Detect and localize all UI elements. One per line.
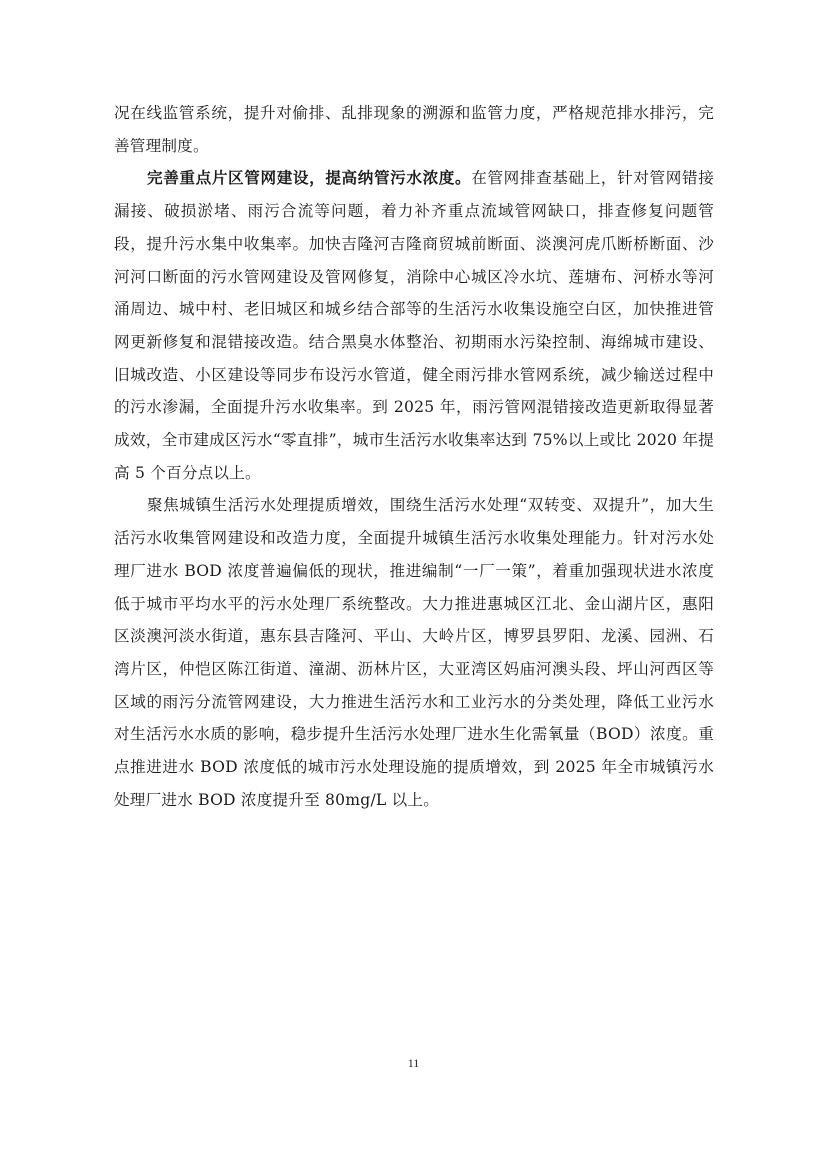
paragraph-text: 在管网排查基础上，针对管网错接漏接、破损淤堵、雨污合流等问题，着力补齐重点流域管网缺口，排查修复问题管段，提升污水集中收集率。加快吉隆河吉隆商贸城前断面、淡澳河虎爪断桥断面、沙河河口断面的污水管网建设及管网修复，消除中心城区冷水坑、莲塘布、河桥水等河涌周边、城中村、老旧城区和城乡结合部等的生活污水收集设施空白区，加快推进管网更新修复和混错接改造。结合黑臭水体整治、初期雨水污染控制、海绵城市建设、旧城改造、小区建设等同步布设污水管道，健全雨污排水管网系统，减少输送过程中的污水渗漏，全面提升污水收集率。到 2025 年，雨污管网混错接改造更新取得显著成效，全市建成区污水“零直排”，城市生活污水收集率达到 75%以上或比 2020 年提高 5 个百分点以上。 xyxy=(114,169,714,482)
paragraph-pipe-network xyxy=(114,162,714,489)
document-body xyxy=(114,97,714,816)
paragraph-heading: 完善重点片区管网建设，提高纳管污水浓度。 xyxy=(147,169,472,188)
paragraph-continuation xyxy=(114,97,714,162)
paragraph-sewage-treatment xyxy=(114,489,714,816)
paragraph-text: 况在线监管系统，提升对偷排、乱排现象的溯源和监管力度，严格规范排水排污，完善管理制度。 xyxy=(114,104,714,155)
page-number: 11 xyxy=(407,1056,420,1070)
paragraph-text: 聚焦城镇生活污水处理提质增效，围绕生活污水处理“双转变、双提升”，加大生活污水收集管网建设和改造力度，全面提升城镇生活污水收集处理能力。针对污水处理厂进水 BOD 浓度普遍偏低的现状，推进编制“一厂一策”，着重加强现状进水浓度低于城市平均水平的污水处理厂系统整改。大力推进惠城区江北、金山湖片区，惠阳区淡澳河淡水街道，惠东县吉隆河、平山、大岭片区，博罗县罗阳、龙溪、园洲、石湾片区，仲恺区陈江街道、潼湖、沥林片区，大亚湾区妈庙河澳头段、坪山河西区等区域的雨污分流管网建设，大力推进生活污水和工业污水的分类处理，降低工业污水对生活污水水质的影响，稳步提升生活污水处理厂进水生化需氧量（BOD）浓度。重点推进进水 BOD 浓度低的城市污水处理设施的提质增效，到 2025 年全市城镇污水处理厂进水 BOD 浓度提升至 80mg/L 以上。 xyxy=(114,496,714,809)
